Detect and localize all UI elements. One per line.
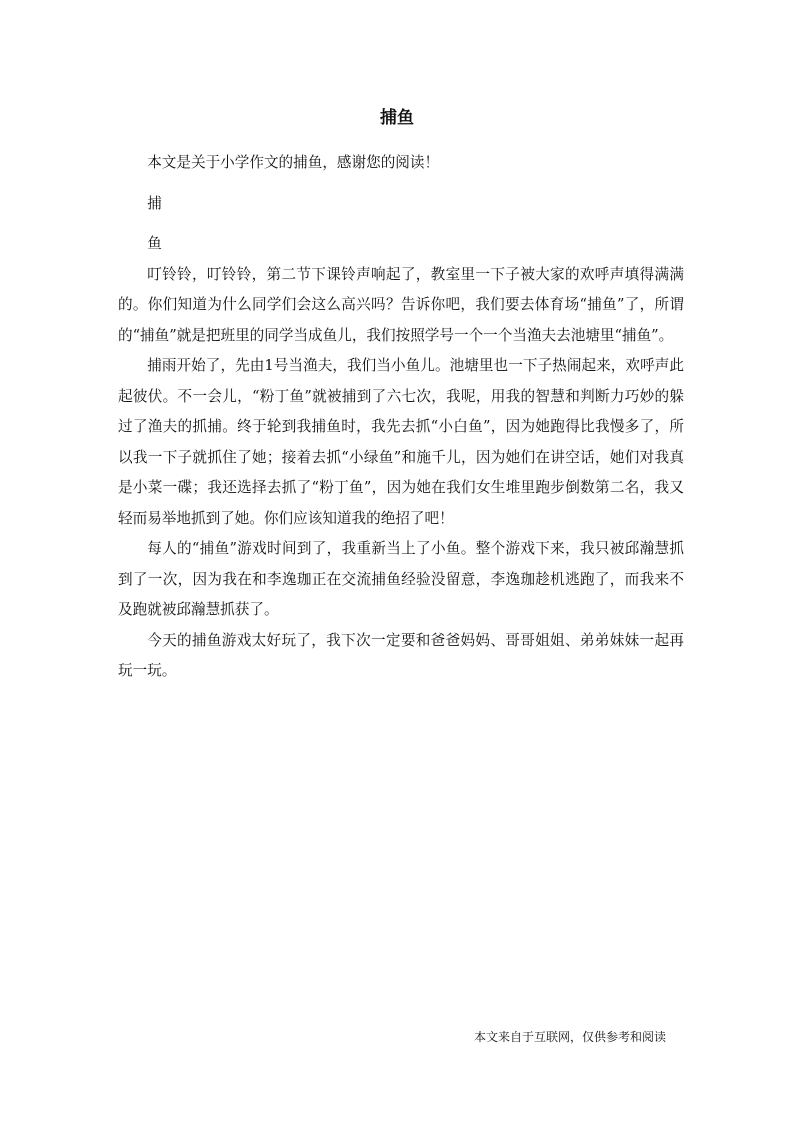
document-title: 捕鱼 [380,108,414,128]
document-body [118,148,684,687]
subtitle-line-2: 鱼 [147,235,162,252]
body-paragraph-1: 叮铃铃，叮铃铃，第二节下课铃声响起了，教室里一下子被大家的欢呼声填得满满的。你们知道为什么同学们会这么高兴吗？告诉你吧，我们要去体育场“捕鱼”了，所谓的“捕鱼”就是把班里的同学当成鱼儿，我们按照学号一个一个当渔夫去池塘里“捕鱼”。 [118,265,684,344]
body-paragraph-4: 今天的捕鱼游戏太好玩了，我下次一定要和爸爸妈妈、哥哥姐姐、弟弟妹妹一起再玩一玩。 [118,631,684,679]
body-paragraph-3: 每人的“捕鱼”游戏时间到了，我重新当上了小鱼。整个游戏下来，我只被邱瀚慧抓到了一次，因为我在和李逸珈正在交流捕鱼经验没留意，李逸珈趁机逃跑了，而我来不及跑就被邱瀚慧抓获了。 [118,540,684,618]
subtitle-line-1: 捕 [147,194,162,212]
footer-note: 本文来自于互联网，仅供参考和阅读 [473,1030,666,1044]
intro-paragraph: 本文是关于小学作文的捕鱼，感谢您的阅读！ [147,154,440,171]
body-paragraph-2: 捕雨开始了，先由1号当渔夫，我们当小鱼儿。池塘里也一下子热闹起来，欢呼声此起彼伏。不一会儿，“粉丁鱼”就被捕到了六七次，我呢，用我的智慧和判断力巧妙的躲过了渔夫的抓捕。终于轮到我捕鱼时，我先去抓“小白鱼”，因为她跑得比我慢多了，所以我一下子就抓住了她；接着去抓“小绿鱼”和施千儿，因为她们在讲空话，她们对我真是小菜一碟；我还选择去抓了“粉丁鱼”，因为她在我们女生堆里跑步倒数第二名，我又轻而易举地抓到了她。你们应该知道我的绝招了吧！ [118,357,684,527]
